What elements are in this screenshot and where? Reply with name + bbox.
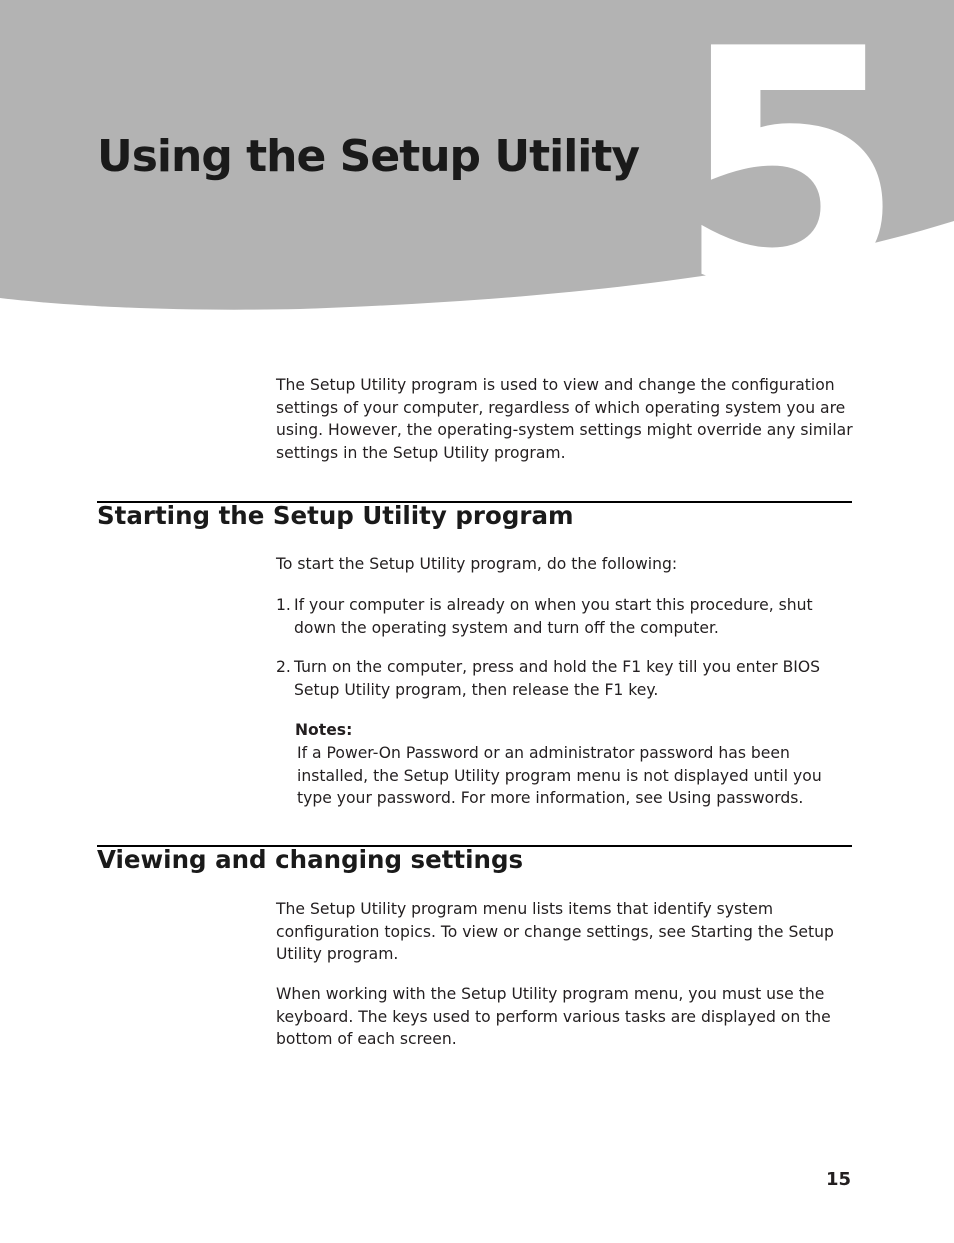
body-paragraph: When working with the Setup Utility program menu, you must use the keyboard. The keys used to perform various tasks are displayed on the bottom of each screen. xyxy=(276,985,831,1049)
step-text: If your computer is already on when you start this procedure, shut down the operating system and turn off the computer. xyxy=(294,596,813,637)
notes-text: If a Power-On Password or an administrator password has been installed, the Setup Utility program menu is not displayed until you type your password. For more information, see Using passwords. xyxy=(297,744,822,808)
list-item xyxy=(276,594,856,639)
chapter-title: Using the Setup Utility xyxy=(97,131,640,182)
intro-paragraph: The Setup Utility program is used to view and change the configuration settings of your computer, regardless of which operating system you are using. However, the operating-system settings might override any similar settings in the Setup Utility program. xyxy=(276,376,853,462)
section-lead: To start the Setup Utility program, do the following: xyxy=(276,555,678,573)
step-text: Turn on the computer, press and hold the F1 key till you enter BIOS Setup Utility program, then release the F1 key. xyxy=(294,658,821,699)
chapter-number: 5 xyxy=(676,0,896,363)
section-heading-viewing: Viewing and changing settings xyxy=(97,845,524,874)
section-heading-starting: Starting the Setup Utility program xyxy=(97,501,574,530)
body-paragraph: The Setup Utility program menu lists items that identify system configuration topics. To view or change settings, see Starting the Setup Utility program. xyxy=(276,900,834,964)
step-number: 1. xyxy=(276,596,291,614)
page-number: 15 xyxy=(826,1169,852,1190)
notes-label: Notes: xyxy=(295,721,353,739)
step-number: 2. xyxy=(276,658,291,676)
list-item xyxy=(276,656,856,701)
